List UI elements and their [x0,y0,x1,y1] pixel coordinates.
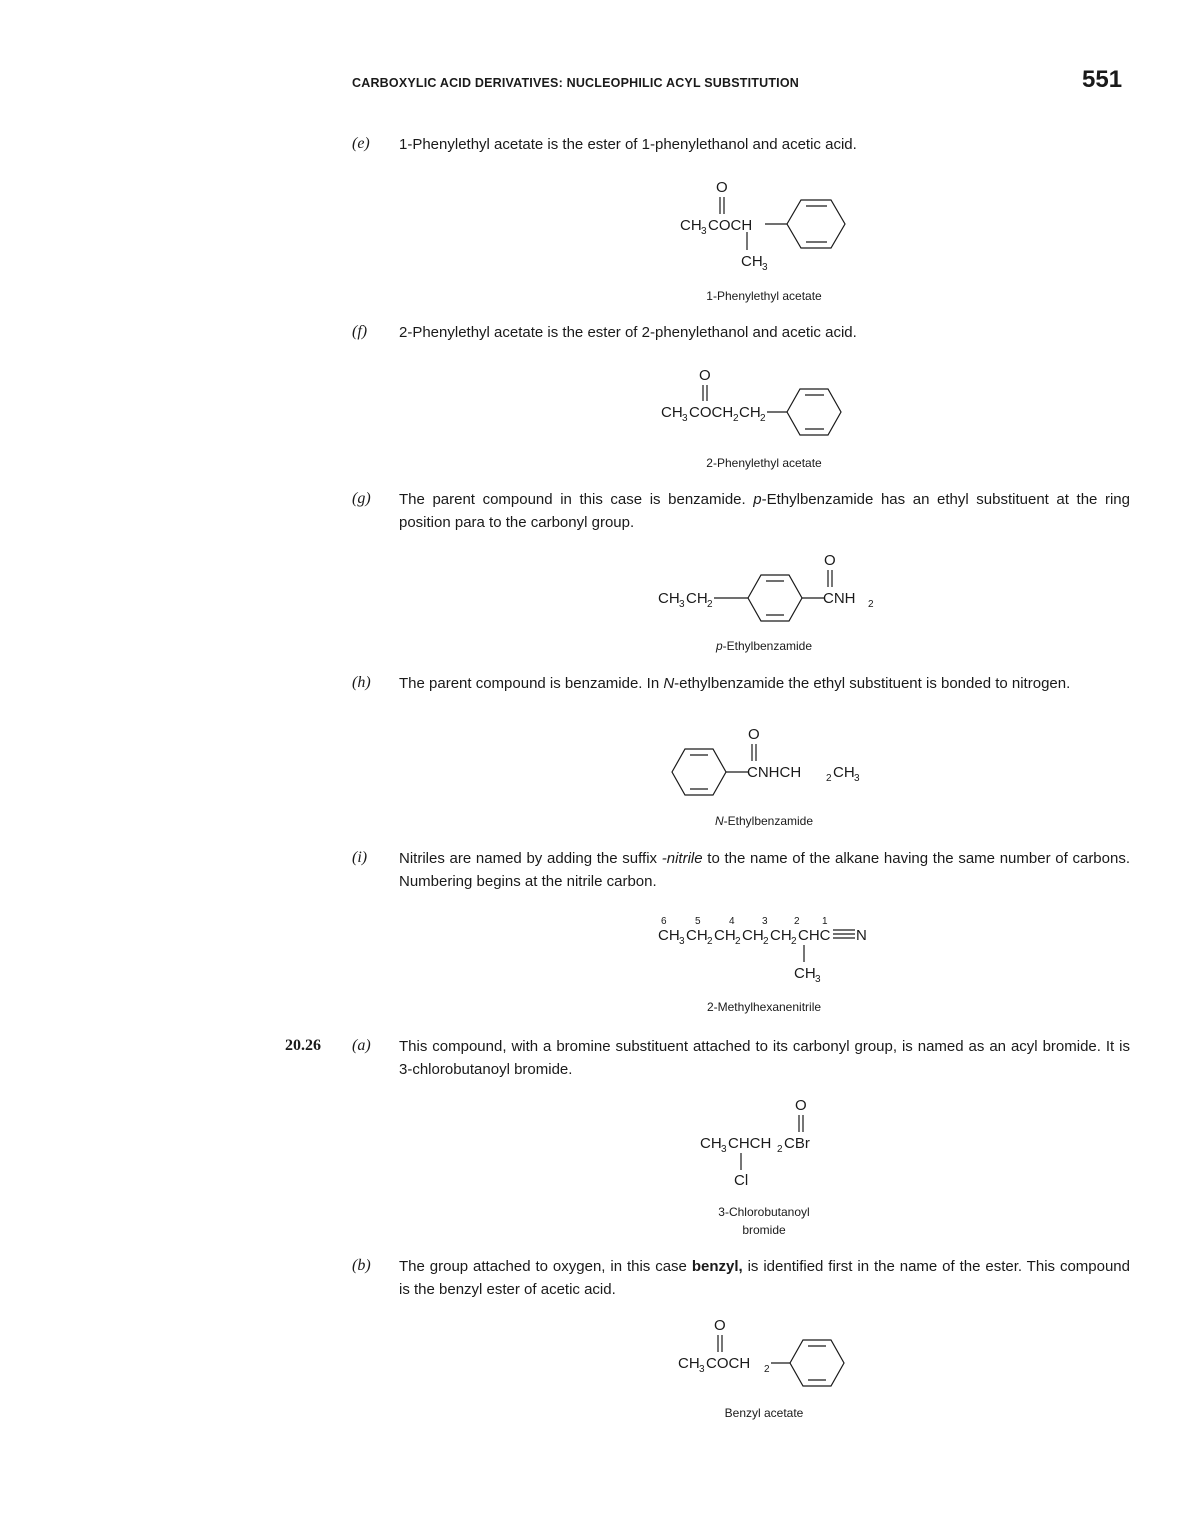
sub-3: 3 [854,773,860,784]
running-header: CARBOXYLIC ACID DERIVATIVES: NUCLEOPHILIC ACYL SUBSTITUTION [352,76,799,90]
atom-n: N [856,927,867,944]
benzene-ring [787,389,841,435]
sub-3-b: 3 [815,974,821,985]
caption-f: 2-Phenylethyl acetate [706,456,822,470]
structure-1-phenylethyl-acetate [670,172,870,282]
sub-2-b: 2 [760,413,766,424]
carbon-number-2: 2 [794,916,800,927]
atom-ch: CH [739,404,761,421]
part-text-i: Nitriles are named by adding the suffix -nitrile to the name of the alkane having the same number of carbons. Numbering begins at the nitrile carbon. [399,850,1131,890]
benzene-ring [787,200,845,248]
sub-2: 2 [733,413,739,424]
part-text-a: This compound, with a bromine substituent attached to its carbonyl group, is named as an acyl bromide. It is 3-chlorobutanoyl bromide. [399,1038,1130,1078]
carbon-number-1: 1 [822,916,828,927]
atom-ch2: CH [686,590,708,607]
caption-a: 3-Chlorobutanoyl bromide [718,1205,810,1237]
atom-chc: CHC [798,927,831,944]
atom-chch: CHCH [728,1135,772,1152]
atom-ch3-b: CH [741,253,763,270]
atom-o: O [699,367,711,384]
benzene-ring [748,575,802,621]
atom-cnh: CNH [823,590,856,607]
caption-e: 1-Phenylethyl acetate [706,289,822,303]
atom-o: O [714,1317,726,1334]
part-label-b: (b) [352,1257,371,1274]
benzene-ring [672,749,726,795]
structure-benzyl-acetate [672,1312,872,1392]
part-label-e: (e) [352,135,370,152]
atom-ch3: CH [678,1355,700,1372]
atom-ch3-b: CH [794,965,816,982]
sub-3: 3 [701,226,707,237]
atom-o: O [716,179,728,196]
sub-3: 3 [699,1364,705,1375]
sub-3: 3 [679,599,685,610]
part-text-g: The parent compound in this case is benzamide. p-Ethylbenzamide has an ethyl substituent at the ring position para to the carbonyl group. [399,491,1130,531]
structure-n-ethylbenzamide [666,722,886,802]
atom-cbr: CBr [784,1135,810,1152]
atom-ch-3: CH [742,927,764,944]
page-number: 551 [1082,66,1123,93]
sub-2-5: 2 [707,936,713,947]
atom-ch3: CH [661,404,683,421]
sub-3: 3 [682,413,688,424]
part-text-f: 2-Phenylethyl acetate is the ester of 2-phenylethanol and acetic acid. [399,324,857,341]
sub-2: 2 [707,599,713,610]
carbon-number-6: 6 [661,916,667,927]
benzene-ring [790,1340,844,1386]
carbon-number-3: 3 [762,916,768,927]
carbon-number-4: 4 [729,916,735,927]
sub-2-b: 2 [868,599,874,610]
atom-o: O [748,726,760,743]
sub-3-b: 3 [762,262,768,273]
sub-2-4: 2 [735,936,741,947]
atom-ch3: CH [658,590,680,607]
atom-coch: COCH [708,217,753,234]
atom-coch: COCH [706,1355,751,1372]
atom-ch3: CH [680,217,702,234]
caption-g: p-Ethylbenzamide [715,639,813,653]
structure-2-methylhexanenitrile [652,908,892,988]
atom-o: O [824,552,836,569]
part-label-h: (h) [352,674,371,691]
caption-i: 2-Methylhexanenitrile [706,1000,822,1014]
sub-2-3: 2 [763,936,769,947]
part-text-e: 1-Phenylethyl acetate is the ester of 1-phenylethanol and acetic acid. [399,136,857,153]
atom-ch-4: CH [714,927,736,944]
atom-cl: Cl [734,1172,749,1189]
sub-2: 2 [826,773,832,784]
structure-2-phenylethyl-acetate [655,363,885,443]
sub-3: 3 [721,1144,727,1155]
sub-2: 2 [777,1144,783,1155]
part-label-a: (a) [352,1037,371,1054]
atom-cnhch: CNHCH [747,764,802,781]
structure-p-ethylbenzamide [652,548,892,628]
part-label-f: (f) [352,323,368,340]
part-label-i: (i) [352,849,368,866]
atom-ch-5: CH [686,927,708,944]
atom-ch-2: CH [770,927,792,944]
atom-ch3: CH [833,764,855,781]
sub-3: 3 [679,936,685,947]
sub-2: 2 [764,1364,770,1375]
sub-2-2: 2 [791,936,797,947]
atom-ch3: CH [658,927,680,944]
part-text-h: The parent compound is benzamide. In N-ethylbenzamide the ethyl substituent is bonded to nitrogen. [399,675,1071,692]
part-label-g: (g) [352,490,371,507]
atom-coch: COCH [689,404,734,421]
atom-ch3: CH [700,1135,722,1152]
atom-o: O [795,1097,807,1114]
caption-b: Benzyl acetate [724,1406,804,1420]
carbon-number-5: 5 [695,916,701,927]
part-text-b: The group attached to oxygen, in this case benzyl, is identified first in the name of the ester. This compound is the benzyl ester of acetic acid. [399,1258,1130,1298]
caption-h: N-Ethylbenzamide [714,814,814,828]
problem-number: 20.26 [285,1037,321,1054]
structure-3-chlorobutanoyl-bromide [694,1092,874,1192]
